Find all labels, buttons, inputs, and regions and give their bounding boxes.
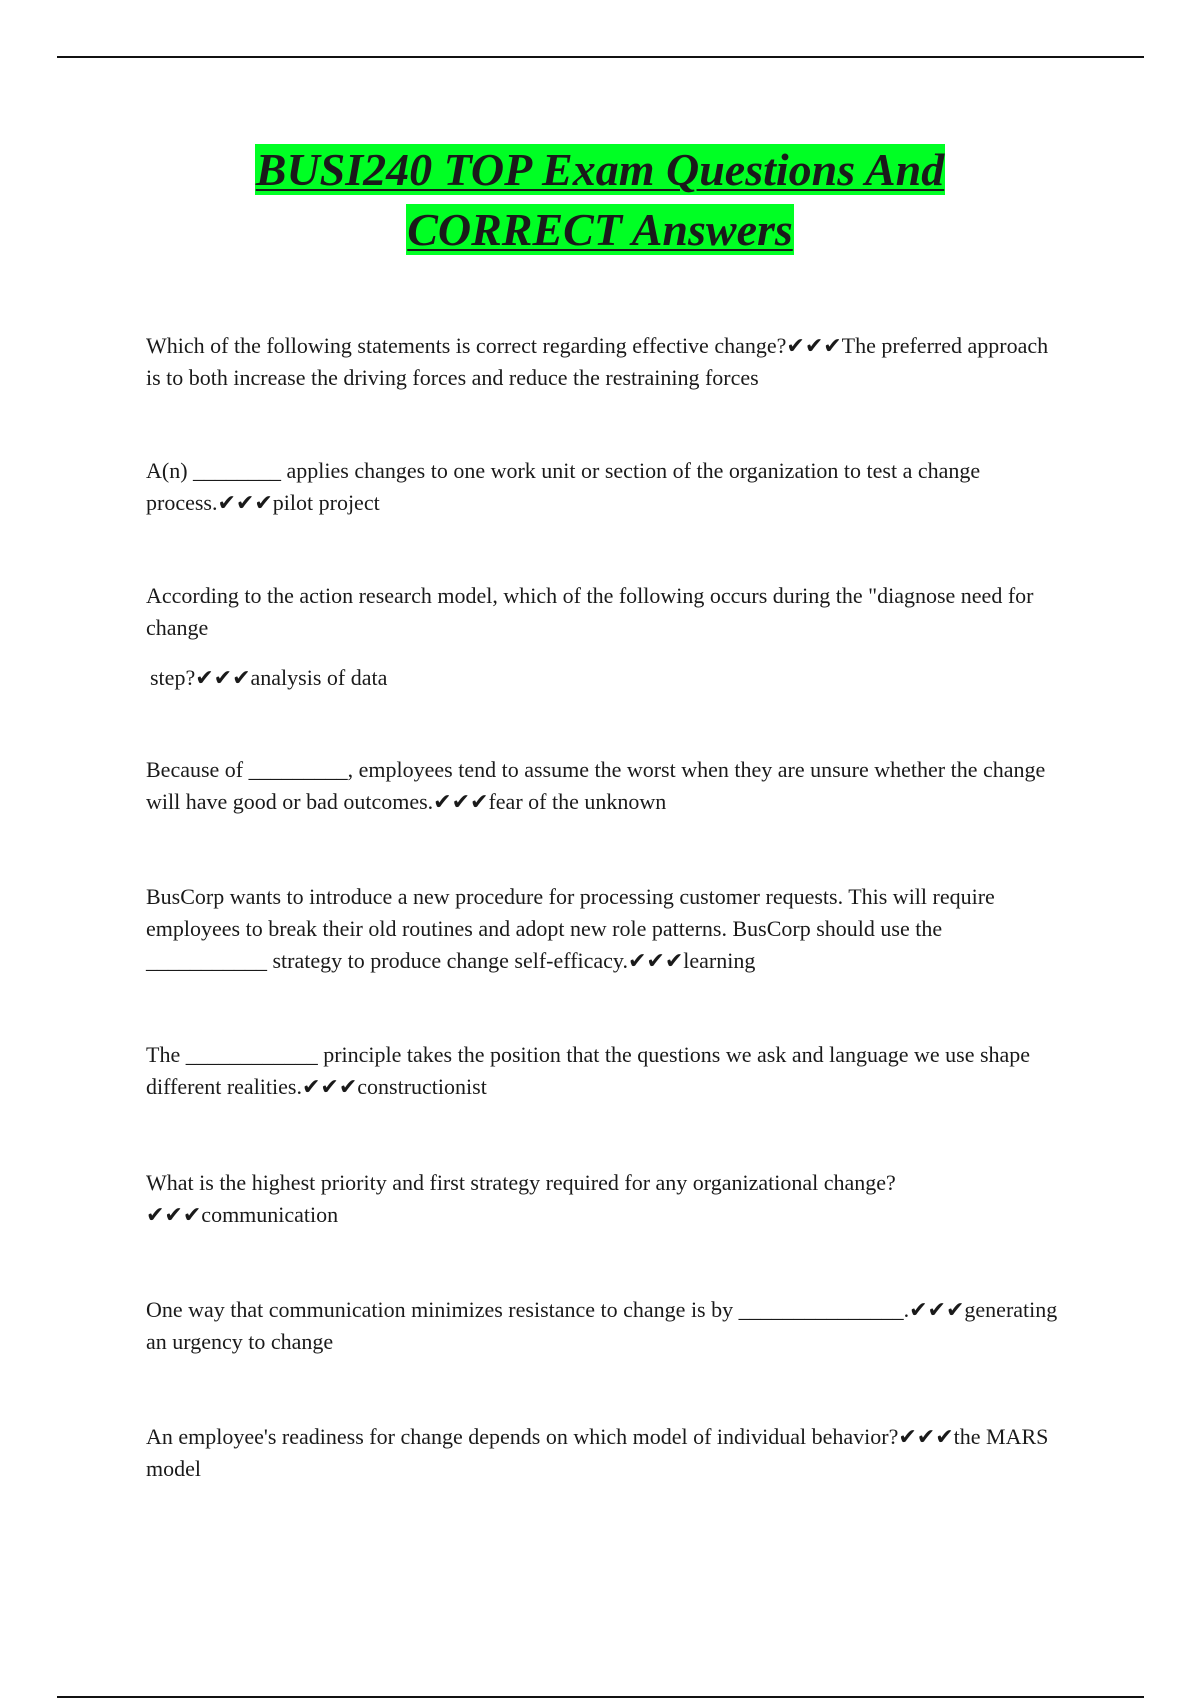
bottom-rule bbox=[57, 1696, 1144, 1698]
top-rule bbox=[57, 56, 1144, 58]
qa-item-2 bbox=[146, 455, 1061, 519]
qa-item-3 bbox=[146, 580, 1061, 694]
qa-text: Because of _________, employees tend to assume the worst when they are unsure whether the change will have good or bad outcomes.✔✔✔fear of the unknown bbox=[146, 757, 1046, 814]
qa-text: One way that communication minimizes resistance to change is by _______________.✔✔✔generating an urgency to change bbox=[146, 1297, 1058, 1354]
title-line-2: CORRECT Answers bbox=[407, 204, 793, 255]
qa-item-6 bbox=[146, 1039, 1061, 1103]
qa-text: An employee's readiness for change depends on which model of individual behavior?✔✔✔the MARS model bbox=[146, 1424, 1049, 1481]
document-title bbox=[0, 140, 1200, 260]
qa-item-8 bbox=[146, 1294, 1061, 1358]
qa-text: The ____________ principle takes the position that the questions we ask and language we use shape different realities.✔✔✔constructionist bbox=[146, 1042, 1031, 1099]
qa-continuation: step?✔✔✔analysis of data bbox=[150, 665, 388, 690]
qa-item-4 bbox=[146, 754, 1061, 818]
qa-text: Which of the following statements is correct regarding effective change?✔✔✔The preferred approach is to both increase the driving forces and reduce the restraining forces bbox=[146, 333, 1049, 390]
qa-item-9 bbox=[146, 1421, 1061, 1485]
qa-text: What is the highest priority and first strategy required for any organizational change?✔✔✔communication bbox=[146, 1170, 896, 1227]
qa-item-5 bbox=[146, 881, 1061, 977]
title-line-1: BUSI240 TOP Exam Questions And bbox=[255, 144, 945, 195]
qa-text: According to the action research model, which of the following occurs during the "diagnose need for change bbox=[146, 583, 1034, 640]
qa-item-1 bbox=[146, 330, 1061, 394]
qa-text: BusCorp wants to introduce a new procedure for processing customer requests. This will require employees to break their old routines and adopt new role patterns. BusCorp should use the ___________ strategy to produce change self-efficacy.✔✔✔learning bbox=[146, 884, 995, 973]
qa-item-7 bbox=[146, 1167, 1061, 1231]
qa-text: A(n) ________ applies changes to one work unit or section of the organization to test a change process.✔✔✔pilot project bbox=[146, 458, 981, 515]
